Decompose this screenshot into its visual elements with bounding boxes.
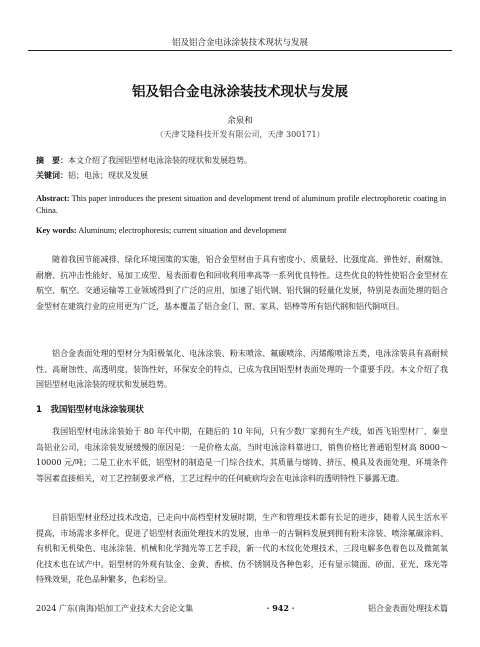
page-footer (36, 603, 448, 614)
body-paragraph: 我国铝型材电泳涂装始于 80 年代中期，在随后的 10 年间，只有少数厂家拥有生产线，如西飞铝型材厂、秦皇岛铝业公司，电泳涂装发展缓慢的原因是：一是价格太高，当时电泳涂料靠进口，销售价格比普通铝型材高 8000～10000 元/吨；二是工业水平低，铝型材的制造是一门综合技术，其质量与熔铸、挤压、模具及表面处理、环境条件等因素直接相关，对工艺控制要求严格，工艺过程中的任何疵病均会在电泳涂料的透明特性下暴露无遗。 (36, 427, 448, 483)
abstract-cn (36, 155, 448, 167)
running-header: 铝及铝合金电泳涂装技术现状与发展 (171, 38, 308, 48)
author-name: 余泉和 (227, 116, 253, 126)
body-paragraph: 目前铝型材业经过技术改造，已走向中高档型材发展时期，生产和管理技术都有长足的进步，随着人民生活水平提高，市场需求多样化，促进了铝型材表面处理技术的发展，由单一的古铜料发展到拥有粉末涂装、喷涂氟碳涂料、有机和无机染色、电泳涂装、机械和化学抛光等工艺手段，新一代的木纹化处理技术，三段电解多色着色以及微氮氧化技术也在试产中。铝型材的外观有钛金、金黄、香槟、仿不锈钢及各种色彩，还有显示镜面、砂面、亚光、珠光等特殊效果，花色品种繁多，色彩纷呈。 (36, 513, 448, 584)
header-divider (28, 50, 452, 51)
footer-section: 铝合金表面处理技术篇 (368, 604, 448, 613)
keywords-en-label: Key words: (36, 226, 77, 235)
abstract-en-label: Abstract: (36, 194, 70, 203)
abstract-en (36, 193, 448, 217)
keywords-cn-label: 关键词： (36, 171, 68, 180)
body-paragraph: 铝合金表面处理的型材分为阳极氧化、电泳涂装、粉末喷涂、氟碳喷涂、丙烯酸喷涂五类，电泳涂装具有高耐候性、高耐蚀性、高透明度，装饰性好，环保安全的特点，已成为我国铝型材表面处理的一个重要手段。本文介绍了我国铝型材电泳涂装的现状和发展趋势。 (36, 349, 448, 389)
abstract-en-text: This paper introduces the present situation and development trend of aluminum profile electrophoretic coating in China. (36, 194, 447, 215)
footer-proceedings: 2024 广东(南海)铝加工产业技术大会论文集 (36, 604, 194, 613)
section-heading: 1 我国铝型材电泳涂装现状 (36, 405, 144, 415)
body-paragraph: 随着我国节能减排、绿化环境国策的实施，铝合金型材由于具有密度小、质量轻、比强度高、弹性好、耐腐蚀、耐磨、抗冲击性能好、易加工成型、易表面着色和回收利用率高等一系列优良特性。这些优良的特性使铝合金型材在航空、航空、交通运输等工业领域得到了广泛的应用，加速了铝代钢、铝代铜的轻量化发展，特别是表面处理的铝合金型材在建筑行业的应用更为广泛，基本覆盖了铝合金门、窗、家具、铝棒等所有铝代钢和铝代铜项目。 (36, 255, 448, 311)
keywords-en-text: Aluminum; electrophoresis; current situation and development (78, 226, 287, 235)
abstract-cn-label: 摘 要： (36, 156, 68, 165)
keywords-en (36, 225, 448, 237)
article-title: 铝及铝合金电泳涂装技术现状与发展 (132, 84, 348, 100)
page-number: · 942 · (266, 603, 295, 613)
keywords-cn-text: 铝；电泳；现状及发展 (68, 171, 148, 180)
keywords-cn (36, 170, 448, 182)
author-affiliation: （天津艾隆科技开发有限公司，天津 300171） (155, 130, 325, 139)
abstract-cn-text: 本文介绍了我国铝型材电泳涂装的现状和发展趋势。 (68, 156, 252, 165)
